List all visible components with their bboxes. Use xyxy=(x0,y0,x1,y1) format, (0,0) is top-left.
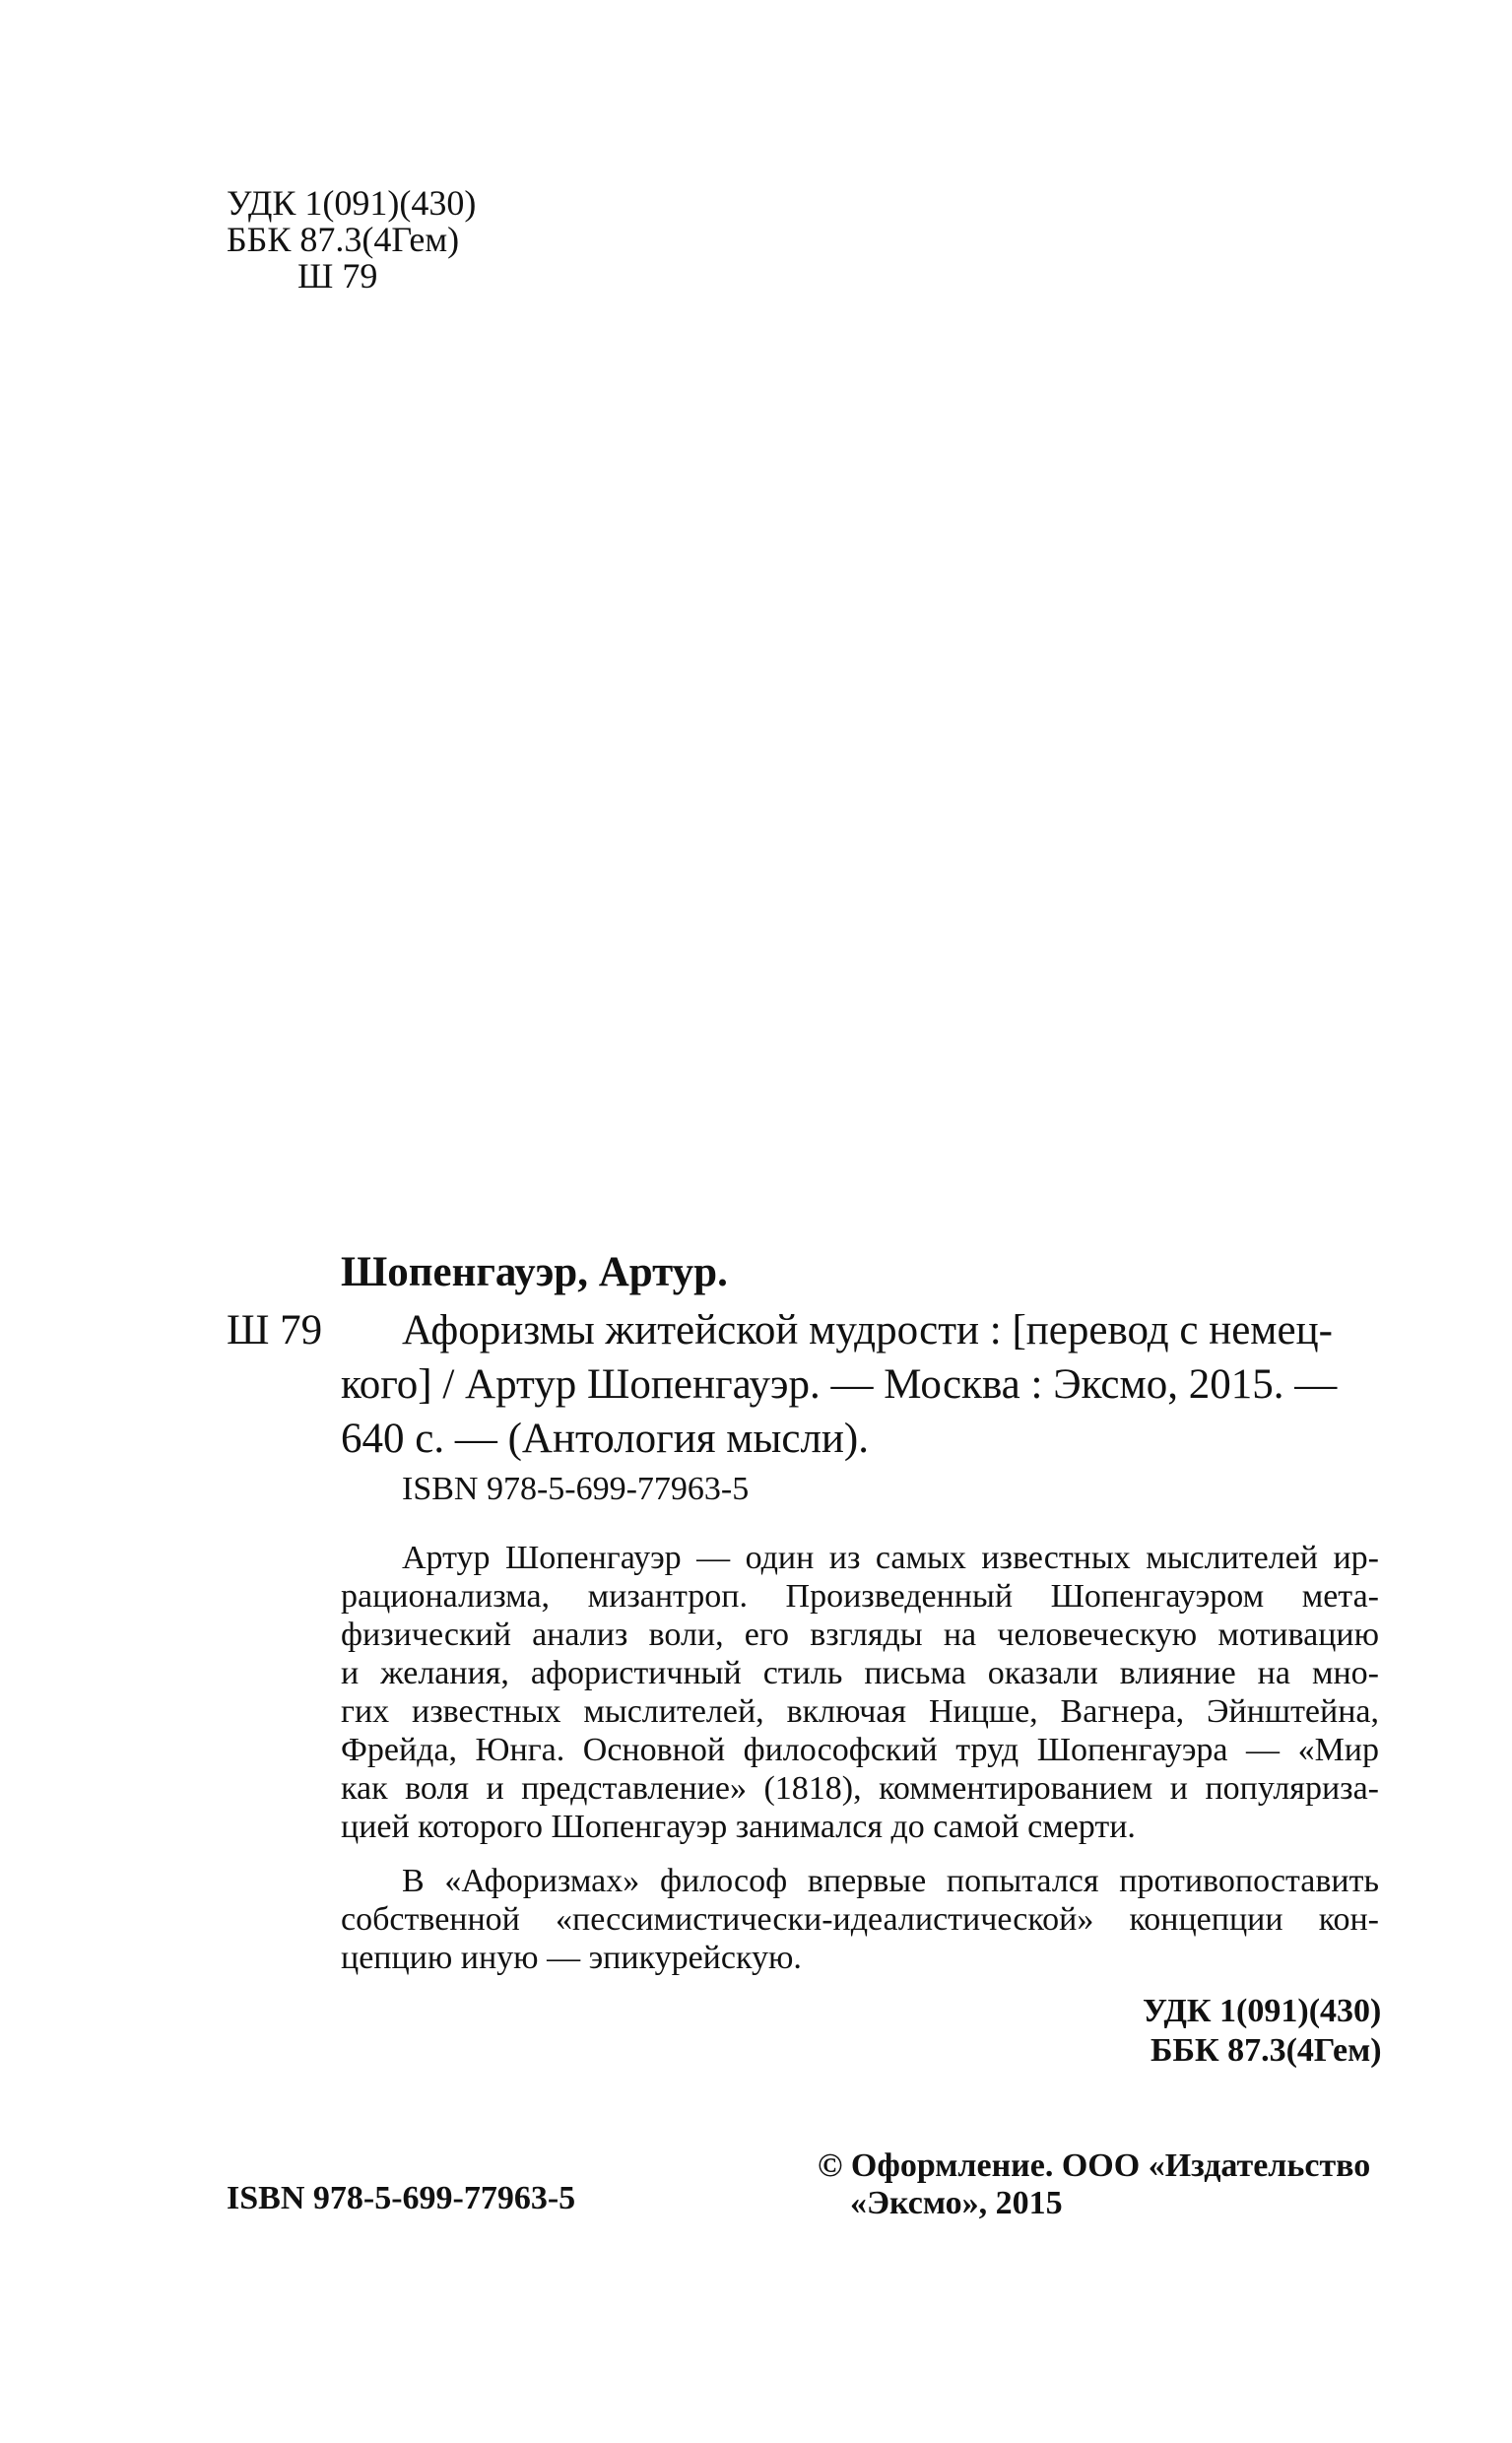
annotation-line-10: собственной «пессимистически-идеалистической» концепции кон- xyxy=(341,1901,1379,1938)
copyright-line-2: «Эксмо», 2015 xyxy=(850,2185,1063,2221)
description-line-1: Афоризмы житейской мудрости : [перевод с немец- xyxy=(402,1307,1333,1354)
annotation-line-4: и желания, афористичный стиль письма оказали влияние на мно- xyxy=(341,1655,1379,1691)
header-author-mark: Ш 79 xyxy=(297,256,378,296)
catalog-isbn: ISBN 978-5-699-77963-5 xyxy=(402,1471,750,1507)
header-bbk: ББК 87.3(4Гем) xyxy=(227,220,460,259)
annotation-line-1: Артур Шопенгауэр — один из самых известных мыслителей ир- xyxy=(402,1540,1379,1576)
annotation-line-5: гих известных мыслителей, включая Ницше, Вагнера, Эйнштейна, xyxy=(341,1693,1379,1730)
description-line-2: кого] / Артур Шопенгауэр. — Москва : Эксмо, 2015. — xyxy=(341,1361,1338,1408)
catalog-author-mark: Ш 79 xyxy=(227,1307,323,1354)
header-udk: УДК 1(091)(430) xyxy=(227,183,477,223)
description-line-3: 640 с. — (Антология мысли). xyxy=(341,1416,869,1462)
classification-udk: УДК 1(091)(430) xyxy=(1143,1993,1382,2029)
annotation-line-7: как воля и представление» (1818), комментированием и популяриза- xyxy=(341,1770,1379,1807)
annotation-line-2: рационализма, мизантроп. Произведенный Шопенгауэром мета- xyxy=(341,1578,1379,1615)
copyright-line-1: © Оформление. ООО «Издательство xyxy=(818,2147,1371,2184)
footer-isbn: ISBN 978-5-699-77963-5 xyxy=(227,2180,576,2216)
annotation-line-6: Фрейда, Юнга. Основной философский труд Шопенгауэра — «Мир xyxy=(341,1732,1379,1768)
classification-bbk: ББК 87.3(4Гем) xyxy=(1150,2032,1382,2069)
annotation-line-11: цепцию иную — эпикурейскую. xyxy=(341,1940,802,1976)
annotation-line-3: физический анализ воли, его взгляды на человеческую мотивацию xyxy=(341,1617,1379,1653)
annotation-line-8: цией которого Шопенгауэр занимался до самой смерти. xyxy=(341,1809,1136,1845)
author-heading: Шопенгауэр, Артур. xyxy=(341,1249,728,1295)
annotation-line-9: В «Афоризмах» философ впервые попытался противопоставить xyxy=(402,1863,1379,1899)
